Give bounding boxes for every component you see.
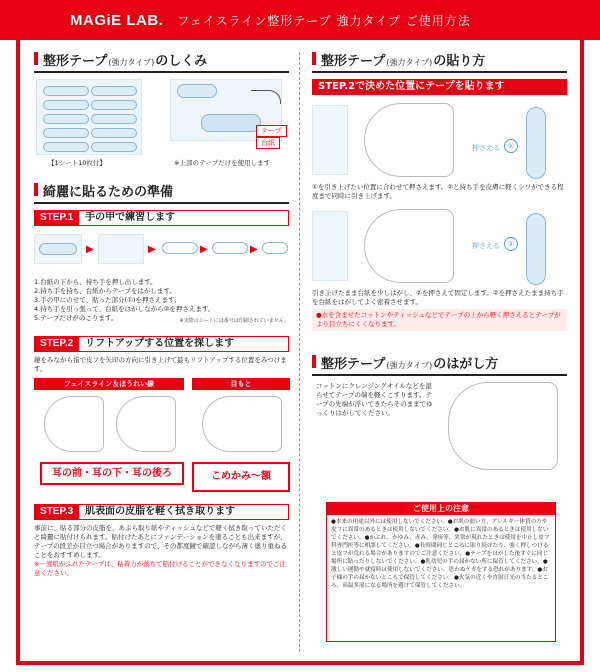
face-drawing <box>116 396 176 452</box>
footnote: ※実際のシートには番号は印刷されていません。 <box>179 318 289 324</box>
notice-title: ご使用上の注意 <box>327 503 555 515</box>
press-label: 押さえる <box>472 242 500 250</box>
face-drawing <box>364 103 454 177</box>
arrow-icon: ▶ <box>148 244 156 255</box>
apply-desc-1: ①を引き上げたい位置に合わせて押さえます。②と持ち手を皮膚に軽くシワができる程度まで同時に引き上げます。 <box>312 183 564 200</box>
step1-tape <box>262 242 288 254</box>
tape-strip <box>43 100 89 110</box>
mechanism-title <box>34 50 289 73</box>
apply-desc-2: 引き上げたまま台紙を少しはがし、②を押さえて固定します。②を押さえたまま持ち手を台紙をはがしてよく密着させます。 <box>312 289 564 306</box>
prep-title <box>34 181 289 204</box>
step1-item: 2.持ち手を持ち、台紙からテープをはがします。 <box>34 287 176 295</box>
step1-item: 5.テープだけがのこります。 <box>34 314 118 322</box>
tape-strip <box>43 114 89 124</box>
tape-peel <box>201 114 261 132</box>
step1-item: 4.持ち手を引っ張って、台紙をはがしながら②を押さえます。 <box>34 305 215 313</box>
remove-title-a: 整形テープ <box>321 357 386 372</box>
zone1-label: フェイスライン＆ほうれい線 <box>34 378 184 390</box>
left-column <box>34 50 289 578</box>
remove-title-small: (強力タイプ) <box>386 361 433 370</box>
apply-title-a: 整形テープ <box>321 54 386 69</box>
tape-strip <box>91 86 137 96</box>
step2-illustration <box>34 378 289 498</box>
step1-number: STEP.1 <box>34 210 79 226</box>
apply-title-b: の貼り方 <box>433 54 486 69</box>
hand-line <box>251 90 281 104</box>
face-drawing <box>364 209 454 283</box>
apply-closeup <box>312 211 348 281</box>
prep-title-text: 綺麗に貼るための準備 <box>43 185 174 200</box>
press-label: 押さえる <box>472 144 500 152</box>
face-drawing <box>202 396 282 452</box>
step1-panel <box>98 234 144 264</box>
zone2-label: 目もと <box>192 378 290 390</box>
tape-strip-closeup <box>177 84 217 98</box>
tape-note: ※上部のテープだけを使用します <box>174 159 271 167</box>
tape-strip <box>43 142 89 152</box>
arrow-icon: ▶ <box>250 244 258 255</box>
step3-number: STEP.3 <box>34 504 79 520</box>
apply-illustration-2 <box>312 205 567 289</box>
face-drawing <box>448 382 558 470</box>
apply-closeup <box>312 105 348 175</box>
apply-title-small: (強力タイプ) <box>386 58 433 67</box>
tape-sheet <box>36 79 142 155</box>
arrow-icon: ▶ <box>86 244 94 255</box>
mechanism-illustration <box>34 79 289 171</box>
step1-item: 3.手の甲にのせて、貼った部分(①)を押さえます。 <box>34 296 181 304</box>
step3-warning: ※一度肌がふれたテープは、粘着力が落ちて貼付けることができなくなりますのでご注意ください。 <box>34 560 287 577</box>
brand-logo: MAGiE LAB. <box>70 11 164 29</box>
notice-box <box>326 502 556 642</box>
press-point-icon: ① <box>504 139 518 153</box>
remove-title <box>312 353 567 376</box>
step3-bar <box>34 504 289 520</box>
step2-bar <box>34 336 289 352</box>
header-bar <box>0 0 600 40</box>
tape-strip <box>91 142 137 152</box>
face-drawing <box>44 396 104 452</box>
step1-tape <box>212 242 248 254</box>
step1-item: 1.台紙の下から、持ち手を押し出します。 <box>34 278 157 286</box>
apply-step-bar: STEP.2で決めた位置にテープを貼ります <box>312 79 567 95</box>
right-column <box>312 50 567 472</box>
mechanism-title-small: (強力タイプ) <box>108 58 155 67</box>
zone1-box: 耳の前・耳の下・耳の後ろ <box>40 462 184 485</box>
tape-strip <box>43 128 89 138</box>
step3-label: 肌表面の皮脂を軽く拭き取ります <box>79 504 289 520</box>
apply-title <box>312 50 567 73</box>
step2-desc: 鏡をみながら指で皮フを矢印の方向に引き上げて最もリフトアップする位置をみつけます。 <box>34 356 287 373</box>
notice-body: ●本来の用途以外には使用しないでください。●お肌の弱い方、アレルギー体質の方や皮フに異常のあるときは使用しないでください。●お肌に異常のあるときは使用しないでください。●かぶれ、かゆみ、赤み、発疹等、異常が現れたときは使用を中止し皮フ科専門医等に相談してください。●長時間同じところに貼り続けたり、強く押しつけると皮フが荒れる場合がありますのでご注意ください。●テープをはがした後すぐに同じ場所に貼ったりしないでください。●乳幼児の手の届かない所に保管してください。●激しい運動や就寝時は使用しないでください。思わぬケガをする恐れがあります。●お子様の手の届かないところで保管してください。●火気の近くや直射日光の当たるところ、高温多湿になる場所を避けて保管してください。 <box>331 519 550 589</box>
apply-tape <box>526 213 546 285</box>
step1-tape <box>162 242 198 254</box>
zone2-box: こめかみ～額 <box>192 462 290 492</box>
page-title: フェイスライン整形テープ 強力タイプ ご使用方法 <box>177 13 471 28</box>
step1-illustration <box>34 230 289 270</box>
tape-strip <box>91 114 137 124</box>
remove-title-b: のはがし方 <box>433 357 499 372</box>
apply-warning: ●水を含ませたコットンやティッシュなどでテープの上から軽く押さえるとテープがより目立ちにくくなります。 <box>312 309 567 331</box>
mechanism-title-b: のしくみ <box>155 54 208 69</box>
step2-number: STEP.2 <box>34 336 79 352</box>
step1-label: 手の甲で練習します <box>79 210 289 226</box>
step1-bar <box>34 210 289 226</box>
tape-label: テープ <box>256 125 287 137</box>
tape-strip <box>43 86 89 96</box>
tape-strip <box>91 100 137 110</box>
mechanism-title-a: 整形テープ <box>43 54 108 69</box>
step1-panel <box>34 234 82 264</box>
tape-strip <box>91 128 137 138</box>
sheet-caption: 【1シート10枚付】 <box>48 159 106 167</box>
remove-section <box>312 382 567 472</box>
apply-tape <box>526 107 546 179</box>
step2-label: リフトアップする位置を探します <box>79 336 289 352</box>
press-point-icon: ② <box>504 237 518 251</box>
column-divider <box>299 52 300 652</box>
backing-label: 台紙 <box>256 137 280 149</box>
apply-illustration-1 <box>312 99 567 183</box>
step1-tape <box>39 243 77 255</box>
arrow-icon: ▶ <box>200 244 208 255</box>
step3-desc: 事前に、貼る部分の皮脂を、あぶら取り紙やティッシュなどで軽く拭き取っていただくと綺麗に貼付けられます。貼付けたあとにファンデーションを塗ることも出来ますが、テープの段差が目立つ場合がありますので、その都度鏡で確認しながら薄く塗り重ねることをおすすめします。 <box>34 524 288 559</box>
remove-desc: コットンにクレンジングオイルなどを湿らせてテープの端を軽くこすります。テープの先端が浮いてきたらそのままでゆっくりはがしてください。 <box>316 382 433 417</box>
